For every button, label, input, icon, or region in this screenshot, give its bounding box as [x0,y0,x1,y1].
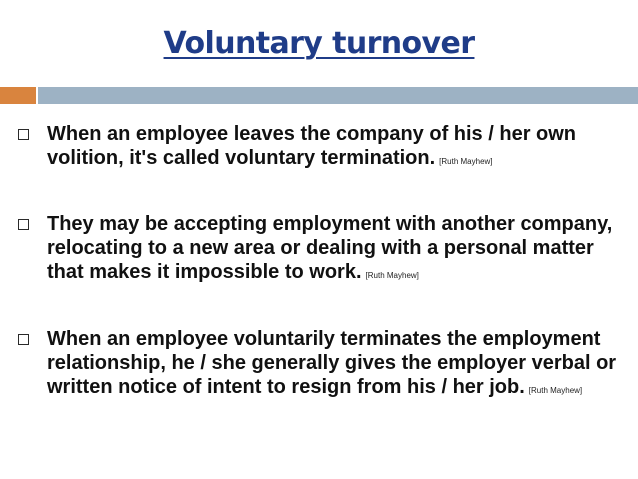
citation: [Ruth Mayhew] [365,271,419,280]
citation: [Ruth Mayhew] [528,386,583,395]
checkbox-bullet-icon [18,219,29,230]
bullet-text: When an employee voluntarily terminates the employment relationship, he / she generally gives the employer verbal or written notice of intent to resign from his / her job. [47,328,617,398]
citation: [Ruth Mayhew] [439,157,493,166]
bullet-text: When an employee leaves the company of his / her own volition, it's called voluntary termination. [47,123,577,169]
checkbox-bullet-icon [18,129,29,140]
slide-title: Voluntary turnover [163,26,475,61]
checkbox-bullet-icon [18,334,29,345]
divider-bar [38,87,638,104]
accent-bar [0,87,36,104]
bullet-text: They may be accepting employment with another company, relocating to a new area or dealing with a personal matter that makes it impossible to work. [47,213,613,283]
